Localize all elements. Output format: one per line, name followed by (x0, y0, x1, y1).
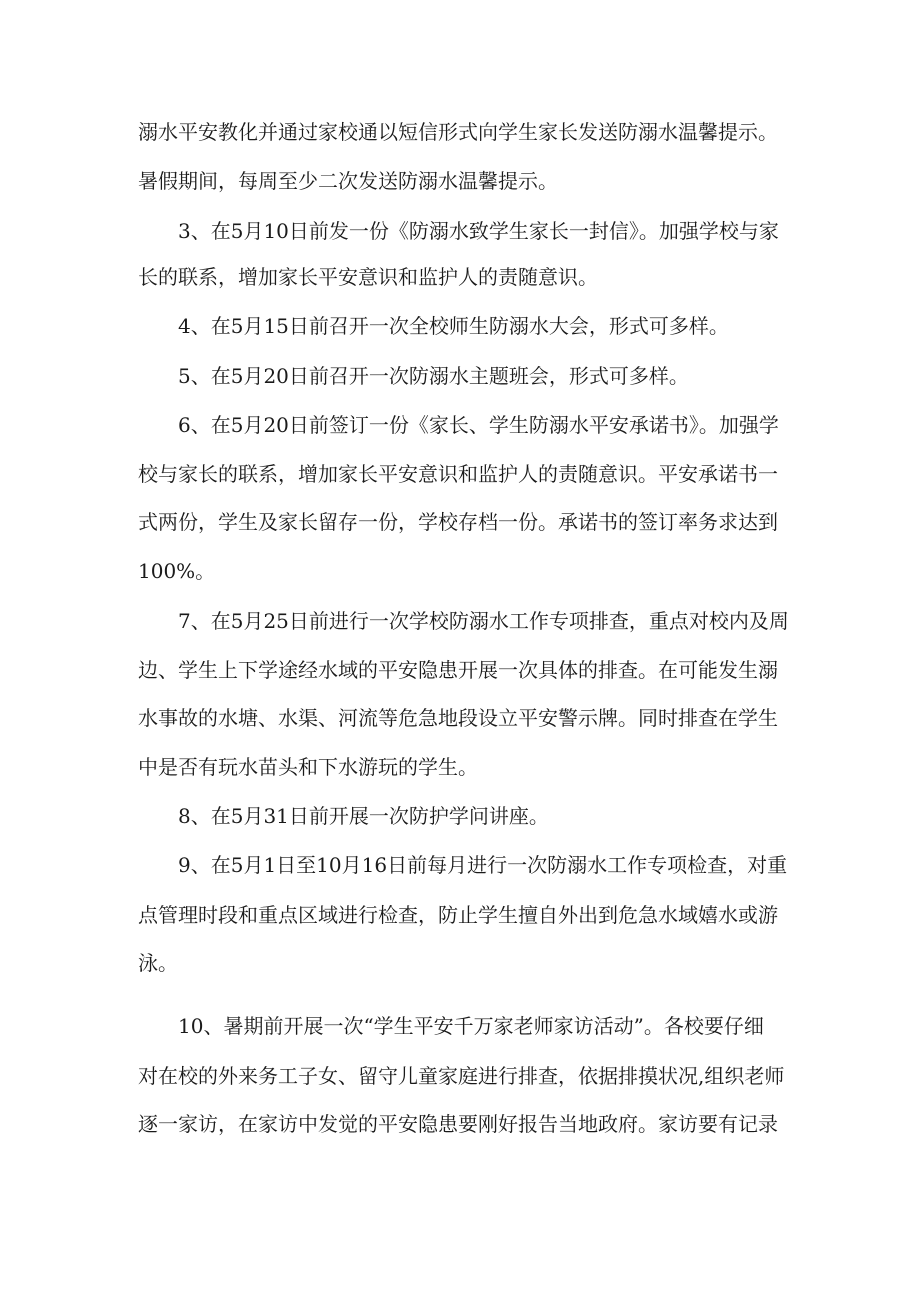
text-line: 溺水平安教化并通过家校通以短信形式向学生家长发送防溺水温馨提示。 (138, 120, 778, 144)
text-line: 暑假期间，每周至少二次发送防溺水温馨提示。 (138, 169, 558, 193)
text-line: 式两份，学生及家长留存一份，学校存档一份。承诺书的签订率务求达到 (138, 510, 778, 534)
text-line: 3、在5月10日前发一份《防溺水致学生家长一封信》。加强学校与家 (178, 219, 779, 243)
text-line: 5、在5月20日前召开一次防溺水主题班会，形式可多样。 (178, 364, 689, 388)
text-line: 长的联系，增加家长平安意识和监护人的责随意识。 (138, 265, 598, 289)
text-line: 6、在5月20日前签订一份《家长、学生防溺水平安承诺书》。加强学 (178, 413, 779, 437)
text-line: 中是否有玩水苗头和下水游玩的学生。 (138, 755, 478, 779)
text-line: 8、在5月31日前开展一次防护学问讲座。 (178, 804, 549, 828)
text-line: 泳。 (138, 951, 178, 975)
text-line: 点管理时段和重点区域进行检查，防止学生擅自外出到危急水域嬉水或游 (138, 903, 778, 927)
text-line: 9、在5月1日至10月16日前每月进行一次防溺水工作专项检查，对重 (178, 853, 788, 877)
text-line: 4、在5月15日前召开一次全校师生防溺水大会，形式可多样。 (178, 314, 729, 338)
text-line: 边、学生上下学途经水域的平安隐患开展一次具体的排查。在可能发生溺 (138, 658, 778, 682)
text-line: 校与家长的联系，增加家长平安意识和监护人的责随意识。平安承诺书一 (138, 462, 778, 486)
text-line: 对在校的外来务工子女、留守儿童家庭进行排查，依据排摸状况,组织老师 (138, 1064, 785, 1088)
text-line: 7、在5月25日前进行一次学校防溺水工作专项排查，重点对校内及周 (178, 609, 789, 633)
text-line: 10、暑期前开展一次“学生平安千万家老师家访活动”。各校要仔细 (178, 1014, 764, 1038)
text-line: 逐一家访，在家访中发觉的平安隐患要刚好报告当地政府。家访要有记录 (138, 1112, 778, 1136)
text-line: 水事故的水塘、水渠、河流等危急地段设立平安警示牌。同时排查在学生 (138, 706, 778, 730)
text-line: 100%。 (138, 559, 216, 583)
